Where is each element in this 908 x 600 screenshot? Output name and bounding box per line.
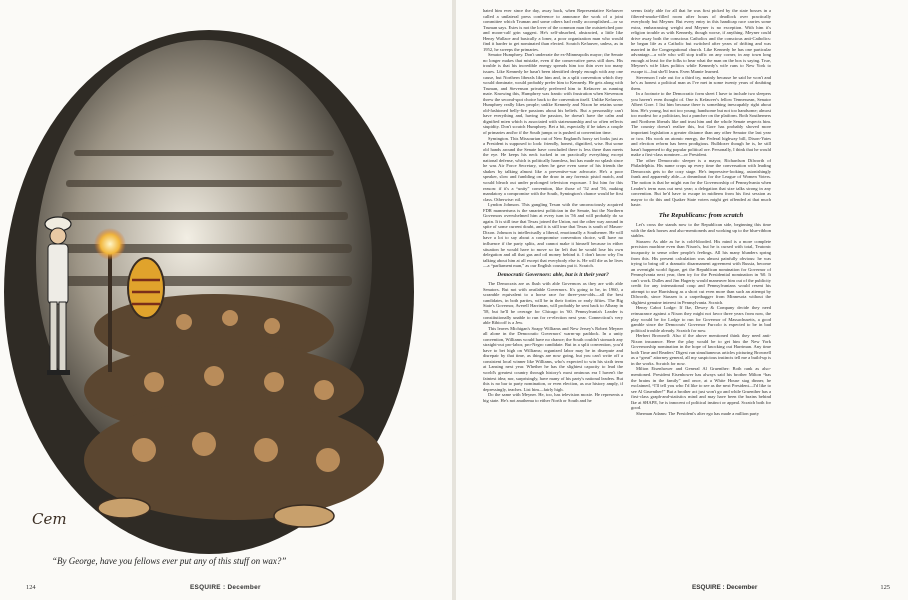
text-column-1	[483, 8, 623, 578]
cartoon-illustration	[4, 30, 418, 577]
paragraph: The Democrats are as flush with able Governors as they are with able Senators. But not with available Governors. It's going to be, in 1960, a scramble equivalent to a horse race for three-year-olds—all the best candidates, in both parties, will be in their forties or early fifties. The Big State's Governor, Averell Harriman, will probably be sent back to Albany in '58, but he'll be overage for Chicago in '60. Pennsylvania's Leader is constitutionally unable to run for re-election next year. Connecticut's very able Ribicoff is a Jew.	[483, 281, 623, 326]
section-heading: The Republicans: from scratch	[658, 211, 744, 219]
paragraph: Do the same with Meyner. He, too, has television moxie. He represents a big state. He's not anathema to either North or South and he	[483, 392, 623, 403]
drum	[98, 498, 150, 518]
text-column-2	[631, 8, 771, 578]
paragraph: The other Democratic sleeper is a mayor, Richardson Dilworth of Philadelphia. His name crops up every time the conversation with leading Democrats gets to the cozy stage. He's impressive-looking, astonishingly frank and apparently able—a dreamboat for the League of Women Voters. The notion is that he might run for the Governorship of Pennsylvania when Leader's term runs out next year; a delegation that size talks strong in any convention. But he'd have to escape in midterm from his first session as mayor to do this and Quaker State voters might get offended at that much haste.	[631, 157, 771, 208]
torch-flame	[94, 228, 126, 260]
paragraph: In a footnote to the Democratic form sheet I have to include two sleepers you haven't even thought of. One is Kefauver's fellow Tennessean, Senator Albert Gore. I list him because there is something inescapably right about him. He's young, but not too young; handsome but not too handsome; almost too modest for a politician, but a puncher on the platform. Both Southerners and Northern liberals like and trust him and the whole Senate respects him. The country doesn't realize this, but Gore has probably shoved more important legislation a greater distance than any other Senator the last year or two. His work on atomic energy, the Federal highway bill, Dixon-Yates and election reform has been prodigious. Bulldozer though he is, he still hasn't happened to dig popular political ore. Personally, I think that he would make a first-class nominee—or President.	[631, 91, 771, 158]
folio-number-left: 124	[26, 584, 36, 591]
artist-signature: Cem	[32, 510, 67, 528]
subheading: Democratic Governors: able, but is it their year?	[497, 271, 609, 278]
folio-title-left: ESQUIRE : December	[190, 584, 261, 591]
right-page	[456, 0, 908, 600]
paragraph: Senator Humphrey. Don't underrate the ex-Minneapolis mayor; the Senate no longer makes that mistake, even if the conservative press still does. His trouble is that his incredible energy spreads him too thin over too many issues. Like Kennedy he hasn't been identified deeply enough with any one cause, but Northern liberals like him and, in a split convention which they would dominate, would probably prefer him to Kennedy. He gets along with Truman, and Stevenson privately preferred him to Kefauver as running mate. Knowing this, Humphrey was frantic with frustration when Stevenson threw the second-spot choice back to the convention itself. Unlike Kefauver, Humphrey really likes people; unlike Kennedy and Nixon he retains some old-fashioned belly-fire passions about his beliefs. But a personality can't have everything and, having the passion, he doesn't have the calm and dignified mien which is associated with statesmanship and so often reflects stupidity. Don't scratch Humphrey. Bet a bit, especially if he takes a couple of primaries and/or if the South jumps or is pushed at convention time.	[483, 52, 623, 136]
folio-title-right: ESQUIRE : December	[692, 584, 758, 591]
paragraph: Lyndon Johnson. This gangling Texan with the unconsciously acquired FDR mannerisms is the smartest politician in the Senate, but the Northern Governors overwhelmed him at every turn in '56 and will probably do so again. It is still true that Texas joined the Union, not the other way around in spite of some current doubt, and it is still true that Texas is south of Mason-Dixon. Johnson is intellectually a liberal, emotionally a Southerner. He will have a lot to say about a compromise convention choice, will have no influence if the party splits, and cannot make it himself because in either situation he would have to move so far left that he would lose his own delegation and all that gas and oil money behind it. I don't know why I'm talking about him at all except that everybody else is. He will die as he lives—a “parliament man,” as our English cousins put it. Scratch.	[483, 202, 623, 269]
cartoon-caption: “By George, have you fellows ever put any of this stuff on wax?”	[52, 556, 287, 566]
paragraph: Sherman Adams: The President's alter ego has made a million party	[636, 410, 759, 416]
cartoon-drawing	[4, 30, 418, 557]
paragraph: Herbert Brownell: Also if the above mentioned think they need anti-Nixon insurance. Here the play would be to get him the New York Governorship nomination in the hope of knocking out Harriman. Any time both Time and Readers' Digest run simultaneous articles picturing Brownell as a “great” attorney general, all my suspicious instincts tell me a build-up is in the works. Scratch for now.	[631, 333, 771, 366]
paragraph: Let's cross the stands now to the Republican side, beginning this time with the dark horses and also-mentioneds and working up to the blue-ribbon stables.	[631, 222, 771, 239]
paragraph: Symington. This Missourian out of New England's horsy set looks just as a President is supposed to look: friendly, honest, dignified, wise. But some old hands around the Senate have concluded there is less there than meets the eye. He keeps his neck tucked in on practically everything except national defense, which is politically harmless, but has made no splash since he was Air Force Secretary, when he gave even some of his friends the shakes by talking almost like a preventive-war advocate. He's a poor speaker, slow and fumbling on the draw in any forensic pistol match, and would bleach out under prolonged television exposure. I list him for this reason: if it's a “unity” convention, like those of '52 and '56, making mandatory a compromise with the South, Symington's chance would be first class. Otherwise: nil.	[483, 135, 623, 202]
torch-pole	[108, 252, 112, 372]
paragraph: hated him ever since the day, away back, when Representative Kefauver called a unilateral press conference to announce the work of a joint committee which Truman and some others had really accomplished—or so Truman says. Estes is not the lover of the common man the outstretched paw and moon-calf grin suggest. He's self-absorbed, abstracted, a little like Henry Wallace and basically a loner, a poor organization man who would find it harder to get nominated than elected. Scratch Kefauver, unless, as in 1952, he sweeps the primaries.	[483, 8, 623, 52]
folio-number-right: 125	[880, 584, 890, 591]
paragraph: This leaves Michigan's Soapy Williams and New Jersey's Robert Meyner all alone in the Democratic Governors' warm-up paddock. In a unity convention, Williams would have no chance; the South couldn't stomach any straight-out pro-labor, pro-Negro candidate. But in a split convention, you'd have to bet high on Williams; organized labor may be in disrepute and disrepair by that time, as things are now going, but you can't write off a consistent local winner like Williams, who's expected to win his sixth term at Lansing next year. Whether he has the slightest capacity to lead the world's greatest country through history's most ominous era I haven't the faintest idea; nor, surprisingly, have many of his party's national leaders. But this is no bar to party nomination, or even election, as our history amply, if depressingly, teaches. List him—fairly high.	[483, 325, 623, 392]
paragraph: Milton Eisenhower and General Al Gruenther: Both rank as also-mentioned. President Eisenhower has always said his brother Milton “has the brains in the family” and once, at a White House stag dinner, he exclaimed, “I'll tell you who I'd like to see as the next President—I'd like to see Al Gruenther!” But a brother act just won't go and while Gruenther has a first-class graph-and-statistics mind and may have been the brains behind Ike at SHAPE, he is innocent of political instinct or appeal. Scratch both for good.	[631, 366, 771, 411]
left-page	[0, 0, 452, 600]
paragraph: Henry Cabot Lodge: If Ike, Dewey & Company decide they need reinsurance against a Nixon they might not favor three years from now, the play would be for Lodge to run for Governor of Massachusetts, a good gamble since the Democrats' Governor Furcolo is expected to be in bad political trouble already. Scratch for now.	[631, 305, 771, 333]
paragraph: Stevenson I rule out for a third try, mainly because he said he won't and he's as honest a political man as I've met in some twenty years of doubting them.	[631, 74, 771, 91]
drum	[274, 505, 334, 527]
paragraph: seems fairly able for all that he was first picked by the state bosses in a filtered-smoke-filled room after hours of deadlock over practically everybody but Meyner. But every entry in this handicap race carries some extra, embarrassing weight and Meyner is no exception. With him it's religion trouble as with Kennedy, though worse, if anything. Meyner could drive away both the conscious Catholics and the conscious anti-Catholics: he began life as a Catholic but switched after years of drifting and was married in the Congregational church. Like Kennedy he has one particular advantage—a wife who will stop traffic on any corner, in any town long enough at least for the folks to hear what the man on the box is saying. True, Meyner's wife likes politics while Kennedy's wife runs to New York to escape it—but she'll learn. Even Mamie learned.	[631, 8, 771, 75]
tribal-mask	[128, 258, 164, 318]
paragraph: Stassen: As able as he is cold-blooded. His mind is a more complete precision machine even than Nixon's, but he is cursed with total, Teutonic incapacity to sense other people's feelings. All his many blunders spring from this. His present calculation was almost painfully obvious: he was trying to bring off a dramatic disarmament agreement with Russia, become an overnight world figure, get the Republican nomination for Governor of Pennsylvania next year, then try for the Presidential nomination in '60. It can't work. Dulles and Jim Hagerty would maneuver him out of the publicity credit for any international coup and Pennsylvanians would resent his attempt to use Harrisburg as a short cut even more than such an attempt by Dilworth, since Stassen is a carpetbagger from Minnesota without the slightest genuine interest in Pennsylvania. Scratch.	[631, 238, 771, 305]
